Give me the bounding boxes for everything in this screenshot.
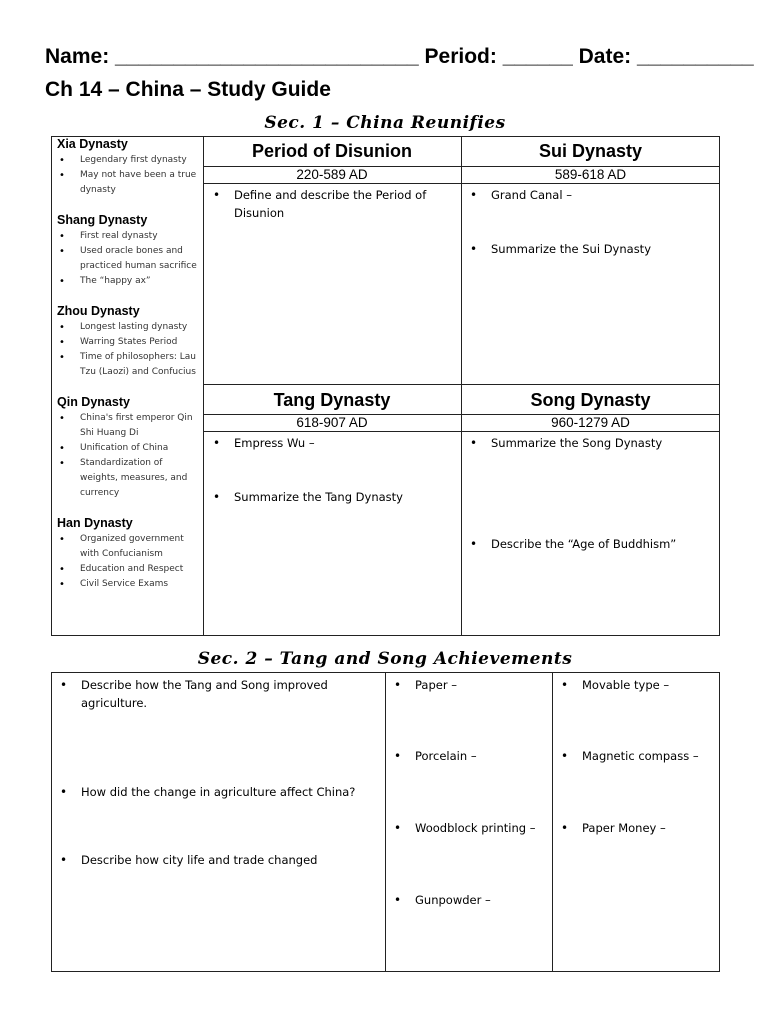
- prompt-item[interactable]: • Movable type –: [556, 676, 732, 694]
- prompt-item[interactable]: • Summarize the Song Dynasty: [465, 434, 731, 452]
- list-item: • Civil Service Exams: [57, 577, 199, 592]
- list-item: • Longest lasting dynasty: [57, 320, 199, 335]
- prompt-item[interactable]: • Summarize the Tang Dynasty: [208, 488, 474, 506]
- row-line: [203, 183, 720, 184]
- sui-dynasty-dates: 589-618 AD: [554, 167, 627, 182]
- list-item: • Legendary first dynasty: [57, 153, 199, 168]
- sui-dynasty-heading: Sui Dynasty: [538, 141, 643, 161]
- row-line: [203, 431, 720, 432]
- prompt-item[interactable]: • Define and describe the Period of Disunion: [208, 186, 449, 222]
- song-dynasty-heading: Song Dynasty: [530, 390, 651, 410]
- prompt-item[interactable]: • Magnetic compass –: [556, 747, 742, 765]
- prompt-item[interactable]: • Empress Wu –: [208, 434, 474, 452]
- prompt-item[interactable]: • Describe how the Tang and Song improved agriculture.: [55, 676, 366, 712]
- row-line: [203, 384, 720, 385]
- prompt-item[interactable]: • Gunpowder –: [389, 891, 565, 909]
- dynasty-name: Shang Dynasty: [57, 213, 148, 227]
- page-title: Ch 14 – China – Study Guide: [45, 78, 331, 101]
- list-item: • First real dynasty: [57, 229, 199, 244]
- list-item: • Organized government with Confucianism: [57, 532, 199, 562]
- section-2-title: Sec. 2 – Tang and Song Achievements: [197, 649, 573, 669]
- song-dynasty-dates: 960-1279 AD: [551, 415, 630, 430]
- section-1-title: Sec. 1 – China Reunifies: [264, 113, 506, 133]
- list-item: • Unification of China: [57, 441, 199, 456]
- prompt-item[interactable]: • Porcelain –: [389, 747, 565, 765]
- list-item: • May not have been a true dynasty: [57, 168, 199, 198]
- period-of-disunion-dates: 220-589 AD: [296, 167, 368, 182]
- prompt-item[interactable]: • Woodblock printing –: [389, 819, 570, 837]
- prompt-item[interactable]: • Describe the “Age of Buddhism”: [465, 535, 731, 553]
- list-item: • Time of philosophers: Lau Tzu (Laozi) and Confucius: [57, 350, 199, 380]
- dynasty-name: Zhou Dynasty: [57, 304, 140, 318]
- tang-dynasty-dates: 618-907 AD: [296, 415, 368, 430]
- prompt-item[interactable]: • Paper –: [389, 676, 565, 694]
- column-divider: [385, 672, 386, 972]
- list-item: • Standardization of weights, measures, and currency: [57, 456, 199, 501]
- period-of-disunion-heading: Period of Disunion: [252, 141, 412, 161]
- dynasty-name: Han Dynasty: [57, 516, 133, 530]
- dynasty-name: Qin Dynasty: [57, 395, 130, 409]
- prompt-item[interactable]: • Describe how city life and trade changed: [55, 851, 386, 869]
- sidebar-divider: [203, 136, 204, 636]
- list-item: • China's first emperor Qin Shi Huang Di: [57, 411, 199, 441]
- list-item: • Warring States Period: [57, 335, 199, 350]
- list-item: • Used oracle bones and practiced human sacrifice: [57, 244, 199, 274]
- list-item: • Education and Respect: [57, 562, 199, 577]
- prompt-item[interactable]: • Paper Money –: [556, 819, 732, 837]
- prompt-item[interactable]: • Summarize the Sui Dynasty: [465, 240, 731, 258]
- prompt-item[interactable]: • Grand Canal –: [465, 186, 731, 204]
- list-item: • The “happy ax”: [57, 274, 199, 289]
- dynasty-name: Xia Dynasty: [57, 137, 128, 151]
- prompt-item[interactable]: • How did the change in agriculture affect China?: [55, 783, 386, 801]
- tang-dynasty-heading: Tang Dynasty: [273, 390, 391, 410]
- column-divider: [461, 136, 462, 636]
- name-period-date-line[interactable]: Name: __________________________ Period: ______ Date: __________: [45, 45, 754, 68]
- dynasty-sidebar: [57, 137, 199, 592]
